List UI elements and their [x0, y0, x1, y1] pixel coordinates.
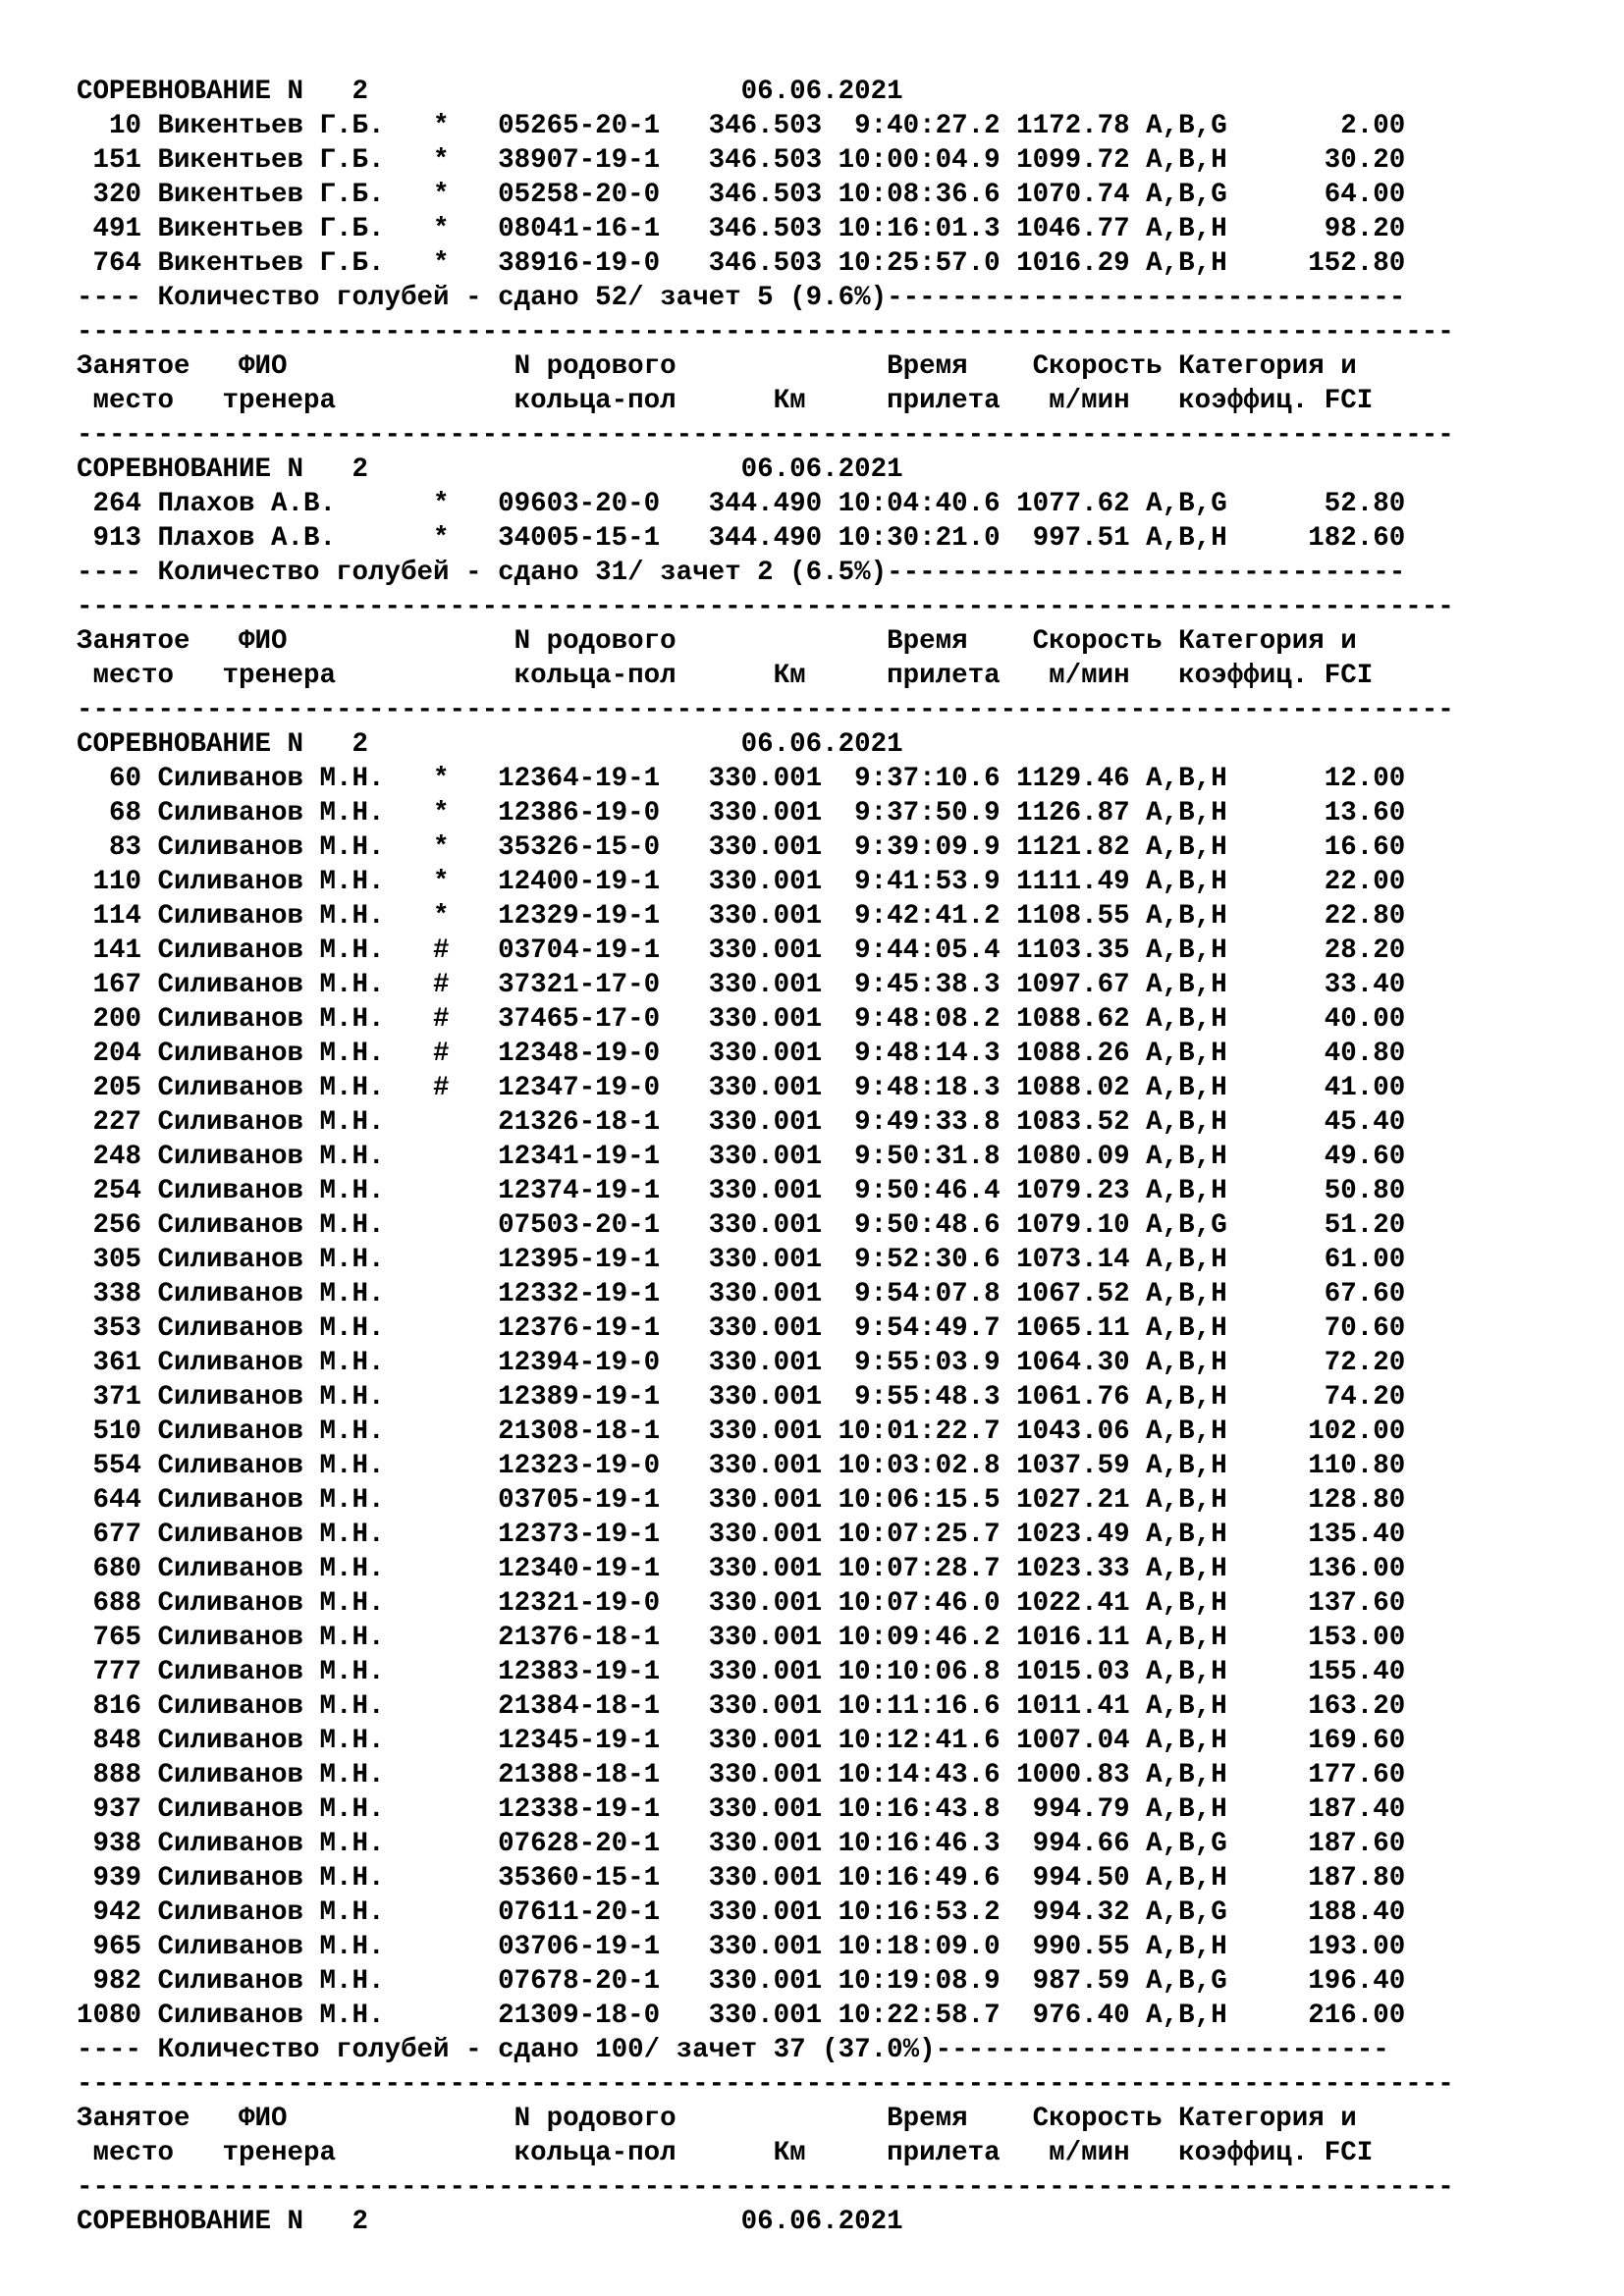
table-row: 888 Силиванов М.Н. 21388-18-1 330.001 10:14:43.6 1000.83 A,B,H 177.60: [77, 1760, 1406, 1790]
table-row: 777 Силиванов М.Н. 12383-19-1 330.001 10:10:06.8 1015.03 A,B,H 155.40: [77, 1657, 1406, 1687]
table-row: 305 Силиванов М.Н. 12395-19-1 330.001 9:52:30.6 1073.14 A,B,H 61.00: [77, 1245, 1406, 1275]
table-row: 680 Силиванов М.Н. 12340-19-1 330.001 10:07:28.7 1023.33 A,B,H 136.00: [77, 1554, 1406, 1584]
table-row: 141 Силиванов М.Н. # 03704-19-1 330.001 9:44:05.4 1103.35 A,B,H 28.20: [77, 935, 1406, 966]
divider-rule: -------------------------------------------------------------------------------------: [77, 2069, 1454, 2100]
table-row: 554 Силиванов М.Н. 12323-19-0 330.001 10:03:02.8 1037.59 A,B,H 110.80: [77, 1451, 1406, 1481]
table-row: 1080 Силиванов М.Н. 21309-18-0 330.001 10:22:58.7 976.40 A,B,H 216.00: [77, 2001, 1406, 2031]
table-row: 937 Силиванов М.Н. 12338-19-1 330.001 10:16:43.8 994.79 A,B,H 187.40: [77, 1794, 1406, 1825]
section-header: СОРЕВНОВАНИЕ N 2 06.06.2021: [77, 454, 903, 485]
table-row: 256 Силиванов М.Н. 07503-20-1 330.001 9:50:48.6 1079.10 A,B,G 51.20: [77, 1210, 1406, 1241]
table-row: 205 Силиванов М.Н. # 12347-19-0 330.001 9:48:18.3 1088.02 A,B,H 41.00: [77, 1073, 1406, 1103]
section-header: СОРЕВНОВАНИЕ N 2 06.06.2021: [77, 77, 903, 107]
table-row: 942 Силиванов М.Н. 07611-20-1 330.001 10:16:53.2 994.32 A,B,G 188.40: [77, 1897, 1406, 1928]
section-summary: ---- Количество голубей - сдано 100/ зачет 37 (37.0%)----------------------------: [77, 2035, 1389, 2065]
divider-rule: -------------------------------------------------------------------------------------: [77, 695, 1454, 725]
table-row: 371 Силиванов М.Н. 12389-19-1 330.001 9:55:48.3 1061.76 A,B,H 74.20: [77, 1382, 1406, 1413]
table-row: 204 Силиванов М.Н. # 12348-19-0 330.001 9:48:14.3 1088.26 A,B,H 40.80: [77, 1039, 1406, 1069]
table-row: 320 Викентьев Г.Б. * 05258-20-0 346.503 10:08:36.6 1070.74 A,B,G 64.00: [77, 180, 1406, 210]
table-row: 361 Силиванов М.Н. 12394-19-0 330.001 9:55:03.9 1064.30 A,B,H 72.20: [77, 1348, 1406, 1378]
table-row: 264 Плахов А.В. * 09603-20-0 344.490 10:04:40.6 1077.62 A,B,G 52.80: [77, 489, 1406, 519]
table-row: 151 Викентьев Г.Б. * 38907-19-1 346.503 10:00:04.9 1099.72 A,B,H 30.20: [77, 145, 1406, 176]
table-row: 60 Силиванов М.Н. * 12364-19-1 330.001 9:37:10.6 1129.46 A,B,H 12.00: [77, 764, 1406, 794]
table-row: 353 Силиванов М.Н. 12376-19-1 330.001 9:54:49.7 1065.11 A,B,H 70.60: [77, 1313, 1406, 1344]
table-row: 227 Силиванов М.Н. 21326-18-1 330.001 9:49:33.8 1083.52 A,B,H 45.40: [77, 1107, 1406, 1138]
table-row: 764 Викентьев Г.Б. * 38916-19-0 346.503 10:25:57.0 1016.29 A,B,H 152.80: [77, 248, 1406, 279]
divider-rule: -------------------------------------------------------------------------------------: [77, 592, 1454, 622]
table-row: 848 Силиванов М.Н. 12345-19-1 330.001 10:12:41.6 1007.04 A,B,H 169.60: [77, 1726, 1406, 1756]
table-row: 677 Силиванов М.Н. 12373-19-1 330.001 10:07:25.7 1023.49 A,B,H 135.40: [77, 1520, 1406, 1550]
column-header-line-1: Занятое ФИО N родового Время Скорость Категория и: [77, 626, 1357, 657]
table-row: 965 Силиванов М.Н. 03706-19-1 330.001 10:18:09.0 990.55 A,B,H 193.00: [77, 1932, 1406, 1962]
section-header: СОРЕВНОВАНИЕ N 2 06.06.2021: [77, 2207, 903, 2237]
column-header-line-2: место тренера кольца-пол Км прилета м/мин коэффиц. FCI: [77, 661, 1374, 691]
results-document: [77, 75, 1454, 2239]
divider-rule: -------------------------------------------------------------------------------------: [77, 420, 1454, 451]
divider-rule: -------------------------------------------------------------------------------------: [77, 2172, 1454, 2203]
column-header-line-1: Занятое ФИО N родового Время Скорость Категория и: [77, 351, 1357, 382]
section-summary: ---- Количество голубей - сдано 31/ зачет 2 (6.5%)--------------------------------: [77, 558, 1406, 588]
table-row: 688 Силиванов М.Н. 12321-19-0 330.001 10:07:46.0 1022.41 A,B,H 137.60: [77, 1588, 1406, 1619]
table-row: 644 Силиванов М.Н. 03705-19-1 330.001 10:06:15.5 1027.21 A,B,H 128.80: [77, 1485, 1406, 1516]
table-row: 939 Силиванов М.Н. 35360-15-1 330.001 10:16:49.6 994.50 A,B,H 187.80: [77, 1863, 1406, 1894]
table-row: 254 Силиванов М.Н. 12374-19-1 330.001 9:50:46.4 1079.23 A,B,H 50.80: [77, 1176, 1406, 1206]
table-row: 816 Силиванов М.Н. 21384-18-1 330.001 10:11:16.6 1011.41 A,B,H 163.20: [77, 1691, 1406, 1722]
column-header-line-2: место тренера кольца-пол Км прилета м/мин коэффиц. FCI: [77, 386, 1374, 416]
table-row: 913 Плахов А.В. * 34005-15-1 344.490 10:30:21.0 997.51 A,B,H 182.60: [77, 523, 1406, 554]
table-row: 200 Силиванов М.Н. # 37465-17-0 330.001 9:48:08.2 1088.62 A,B,H 40.00: [77, 1004, 1406, 1035]
table-row: 114 Силиванов М.Н. * 12329-19-1 330.001 9:42:41.2 1108.55 A,B,H 22.80: [77, 901, 1406, 932]
table-row: 982 Силиванов М.Н. 07678-20-1 330.001 10:19:08.9 987.59 A,B,G 196.40: [77, 1966, 1406, 1997]
table-row: 938 Силиванов М.Н. 07628-20-1 330.001 10:16:46.3 994.66 A,B,G 187.60: [77, 1829, 1406, 1859]
table-row: 338 Силиванов М.Н. 12332-19-1 330.001 9:54:07.8 1067.52 A,B,H 67.60: [77, 1279, 1406, 1309]
table-row: 110 Силиванов М.Н. * 12400-19-1 330.001 9:41:53.9 1111.49 A,B,H 22.00: [77, 867, 1406, 897]
table-row: 510 Силиванов М.Н. 21308-18-1 330.001 10:01:22.7 1043.06 A,B,H 102.00: [77, 1416, 1406, 1447]
column-header-line-1: Занятое ФИО N родового Время Скорость Категория и: [77, 2104, 1357, 2134]
section-header: СОРЕВНОВАНИЕ N 2 06.06.2021: [77, 729, 903, 760]
column-header-line-2: место тренера кольца-пол Км прилета м/мин коэффиц. FCI: [77, 2138, 1374, 2168]
divider-rule: -------------------------------------------------------------------------------------: [77, 317, 1454, 347]
table-row: 765 Силиванов М.Н. 21376-18-1 330.001 10:09:46.2 1016.11 A,B,H 153.00: [77, 1623, 1406, 1653]
table-row: 491 Викентьев Г.Б. * 08041-16-1 346.503 10:16:01.3 1046.77 A,B,H 98.20: [77, 214, 1406, 244]
table-row: 83 Силиванов М.Н. * 35326-15-0 330.001 9:39:09.9 1121.82 A,B,H 16.60: [77, 832, 1406, 863]
table-row: 167 Силиванов М.Н. # 37321-17-0 330.001 9:45:38.3 1097.67 A,B,H 33.40: [77, 970, 1406, 1000]
table-row: 248 Силиванов М.Н. 12341-19-1 330.001 9:50:31.8 1080.09 A,B,H 49.60: [77, 1142, 1406, 1172]
table-row: 68 Силиванов М.Н. * 12386-19-0 330.001 9:37:50.9 1126.87 A,B,H 13.60: [77, 798, 1406, 828]
section-summary: ---- Количество голубей - сдано 52/ зачет 5 (9.6%)--------------------------------: [77, 283, 1406, 313]
table-row: 10 Викентьев Г.Б. * 05265-20-1 346.503 9:40:27.2 1172.78 A,B,G 2.00: [77, 111, 1406, 141]
